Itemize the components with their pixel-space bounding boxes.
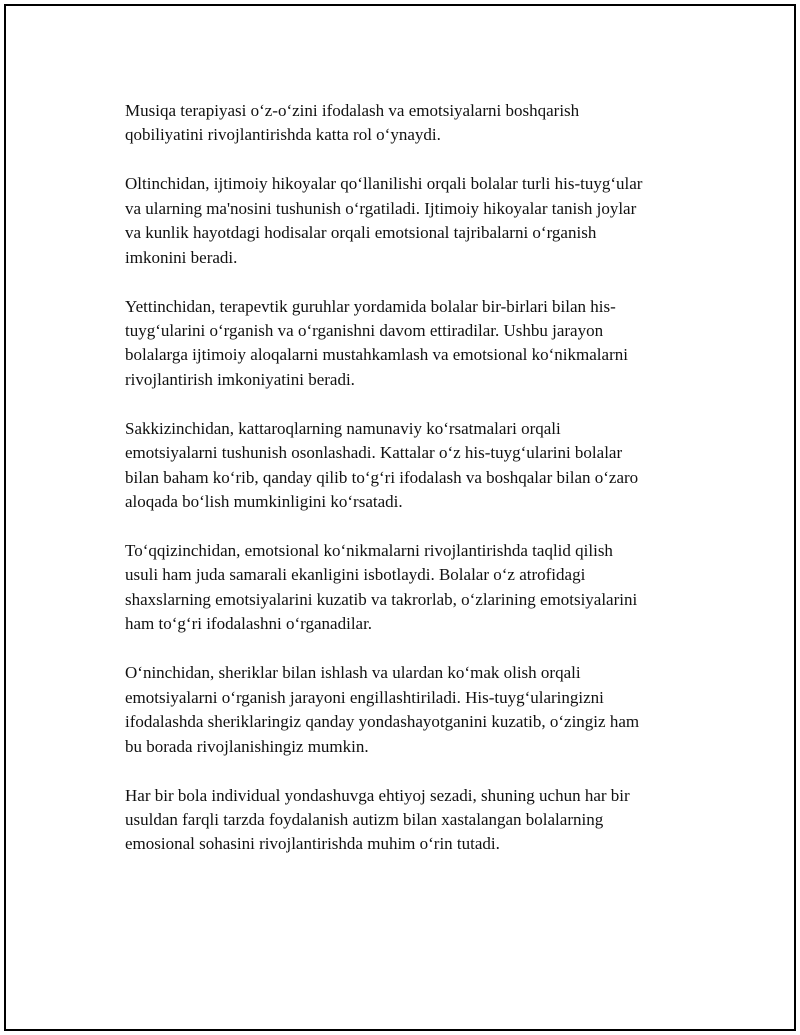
paragraph-social-stories: Oltinchidan, ijtimoiy hikoyalar qo‘llanilishi orqali bolalar turli his-tuyg‘ular va ularning ma'nosini tushunish o‘rgatiladi. Ijtimoiy hikoyalar tanish joylar va kunlik hayotdagi hodisalar orqali emotsional tajribalarni o‘rganish imkonini beradi. [125, 174, 643, 267]
paragraph-music-therapy: Musiqa terapiyasi o‘z-o‘zini ifodalash va emotsiyalarni boshqarish qobiliyatini rivojlantirishda katta rol o‘ynaydi. [125, 101, 580, 145]
paragraph-therapy-groups: Yettinchidan, terapevtik guruhlar yordamida bolalar bir-birlari bilan his- tuyg‘ularini o‘rganish va o‘rganishni davom ettiradilar. Ushbu jarayon bolalarga ijtimoiy aloqalarni mustahkamlash va emotsional ko‘nikmalarni rivojlantirish imkoniyatini beradi. [125, 296, 628, 389]
paragraph-adult-modeling: Sakkizinchidan, kattaroqlarning namunaviy ko‘rsatmalari orqali emotsiyalarni tushunish osonlashadi. Kattalar o‘z his-tuyg‘ularini bolalar bilan baham ko‘rib, qanday qilib to‘g‘ri ifodalash va boshqalar bilan o‘zaro aloqada bo‘lish mumkinligini ko‘rsatadi. [125, 418, 639, 512]
page-frame [4, 4, 796, 1031]
paragraph-imitation: To‘qqizinchidan, emotsional ko‘nikmalarni rivojlantirishda taqlid qilish usuli ham juda samarali ekanligini isbotlaydi. Bolalar o‘z atrofidagi shaxslarning emotsiyalarini kuzatib va takrorlab, o‘zlarining emotsiyalarini ham to‘g‘ri ifodalashni o‘rganadilar. [125, 541, 638, 634]
document-body [125, 99, 700, 881]
paragraph-peer-support: O‘ninchidan, sheriklar bilan ishlash va ulardan ko‘mak olish orqali emotsiyalarni o‘rganish jarayoni engillashtiriladi. His-tuyg‘ularingizni ifodalashda sheriklaringiz qanday yondashayotganini kuzatib, o‘zingiz ham bu borada rivojlanishingiz mumkin. [125, 663, 640, 756]
paragraph-individual-approach: Har bir bola individual yondashuvga ehtiyoj sezadi, shuning uchun har bir usuldan farqli tarzda foydalanish autizm bilan xastalangan bolalarning emosional sohasini rivojlantirishda muhim o‘rin tutadi. [125, 785, 630, 854]
